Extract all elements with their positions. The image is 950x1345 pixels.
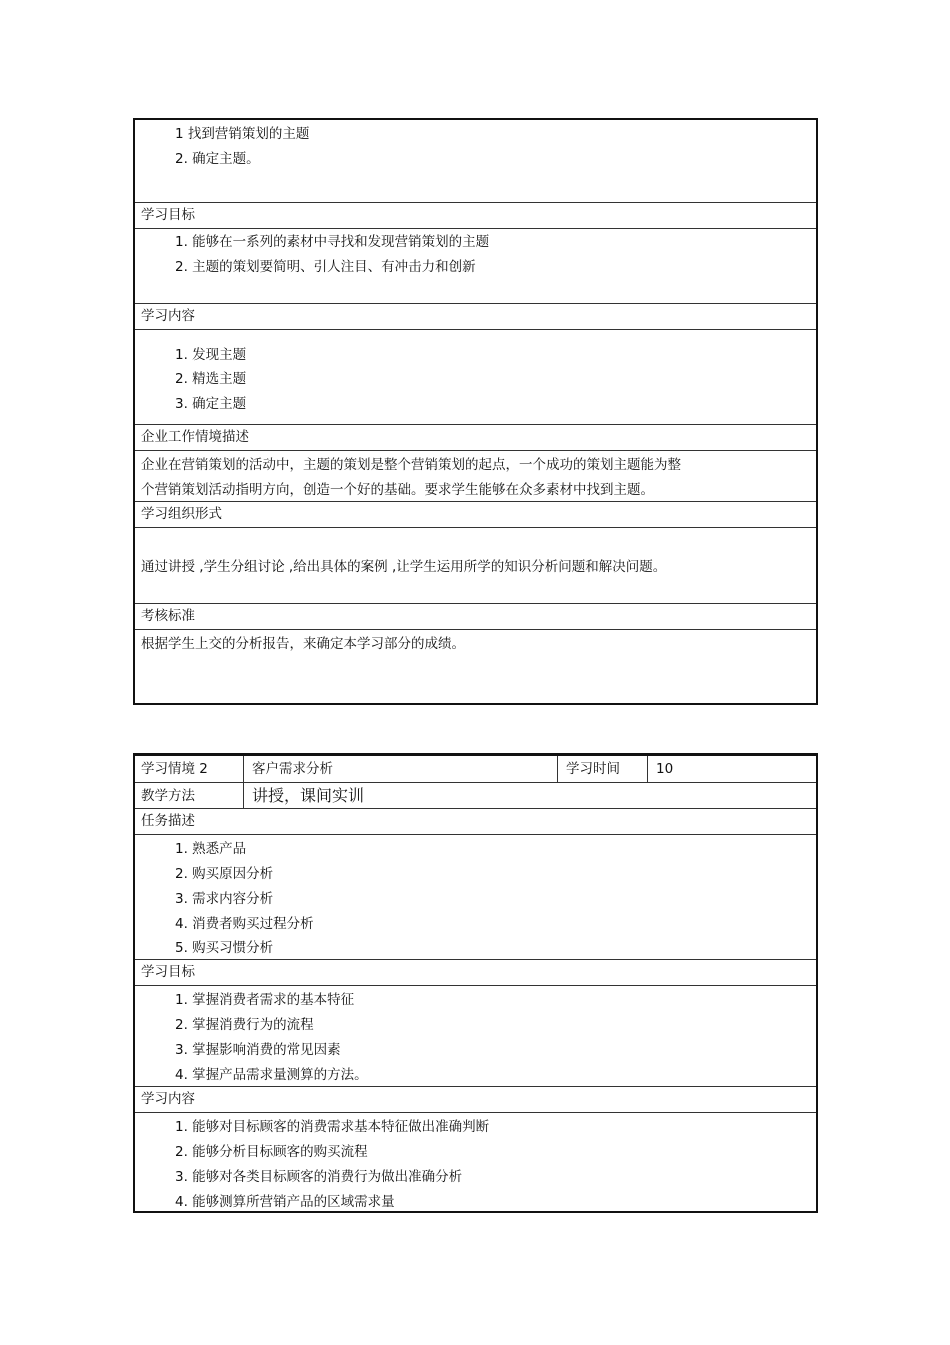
section-header-content: 学习内容 [135, 303, 816, 329]
list-item: 1. 能够对目标顾客的消费需求基本特征做出准确判断 [175, 1119, 490, 1135]
list-item: 1. 能够在一系列的素材中寻找和发现营销策划的主题 [175, 234, 490, 250]
section-header-content: 学习内容 [135, 1086, 816, 1112]
section-header-goals: 学习目标 [135, 959, 816, 985]
list-item: 3. 能够对各类目标顾客的消费行为做出准确分析 [175, 1169, 463, 1185]
list-item: 1 找到营销策划的主题 [175, 126, 310, 142]
list-item: 3. 确定主题 [175, 396, 247, 412]
list-item: 2. 掌握消费行为的流程 [175, 1017, 314, 1033]
tasks-section [135, 834, 816, 959]
list-item: 3. 需求内容分析 [175, 891, 274, 907]
time-label: 学习时间 [557, 756, 647, 782]
goals-section [135, 228, 816, 303]
assessment-section [135, 629, 816, 705]
list-item: 4. 掌握产品需求量测算的方法。 [175, 1067, 368, 1083]
situation-row [135, 756, 816, 782]
list-item: 2. 精选主题 [175, 371, 247, 387]
list-item: 2. 能够分析目标顾客的购买流程 [175, 1144, 368, 1160]
list-item: 4. 能够测算所营销产品的区域需求量 [175, 1194, 395, 1210]
paragraph-line: 企业在营销策划的活动中，主题的策划是整个营销策划的起点，一个成功的策划主题能为整 [141, 457, 681, 473]
scenario-section [135, 450, 816, 501]
paragraph-line: 通过讲授 ,学生分组讨论 ,给出具体的案例 ,让学生运用所学的知识分析问题和解决问题。 [141, 559, 667, 575]
list-item: 5. 购买习惯分析 [175, 940, 274, 956]
section-header-assessment: 考核标准 [135, 603, 816, 629]
section-header-organization: 学习组织形式 [135, 501, 816, 527]
situation-label: 学习情境 2 [141, 761, 208, 777]
lesson-table-2 [133, 753, 818, 1213]
goals-section [135, 985, 816, 1086]
section-header-tasks: 任务描述 [135, 808, 816, 834]
section-header-goals: 学习目标 [135, 202, 816, 228]
list-item: 1. 熟悉产品 [175, 841, 247, 857]
method-value: 讲授，课间实训 [243, 783, 816, 808]
list-item: 4. 消费者购买过程分析 [175, 916, 314, 932]
task-section [135, 120, 816, 202]
time-value: 10 [647, 756, 816, 782]
method-label: 教学方法 [141, 788, 195, 804]
list-item: 1. 发现主题 [175, 347, 247, 363]
list-item: 2. 主题的策划要简明、引人注目、有冲击力和创新 [175, 259, 476, 275]
content-section [135, 1112, 816, 1213]
lesson-table-1 [133, 118, 818, 705]
list-item: 2. 购买原因分析 [175, 866, 274, 882]
situation-value: 客户需求分析 [243, 756, 557, 782]
paragraph-line: 根据学生上交的分析报告，来确定本学习部分的成绩。 [141, 636, 465, 652]
organization-section [135, 527, 816, 603]
list-item: 2. 确定主题。 [175, 151, 260, 167]
paragraph-line: 个营销策划活动指明方向，创造一个好的基础。要求学生能够在众多素材中找到主题。 [141, 482, 654, 498]
list-item: 1. 掌握消费者需求的基本特征 [175, 992, 355, 1008]
section-header-scenario: 企业工作情境描述 [135, 424, 816, 450]
method-row [135, 782, 816, 808]
list-item: 3. 掌握影响消费的常见因素 [175, 1042, 341, 1058]
content-section [135, 329, 816, 424]
